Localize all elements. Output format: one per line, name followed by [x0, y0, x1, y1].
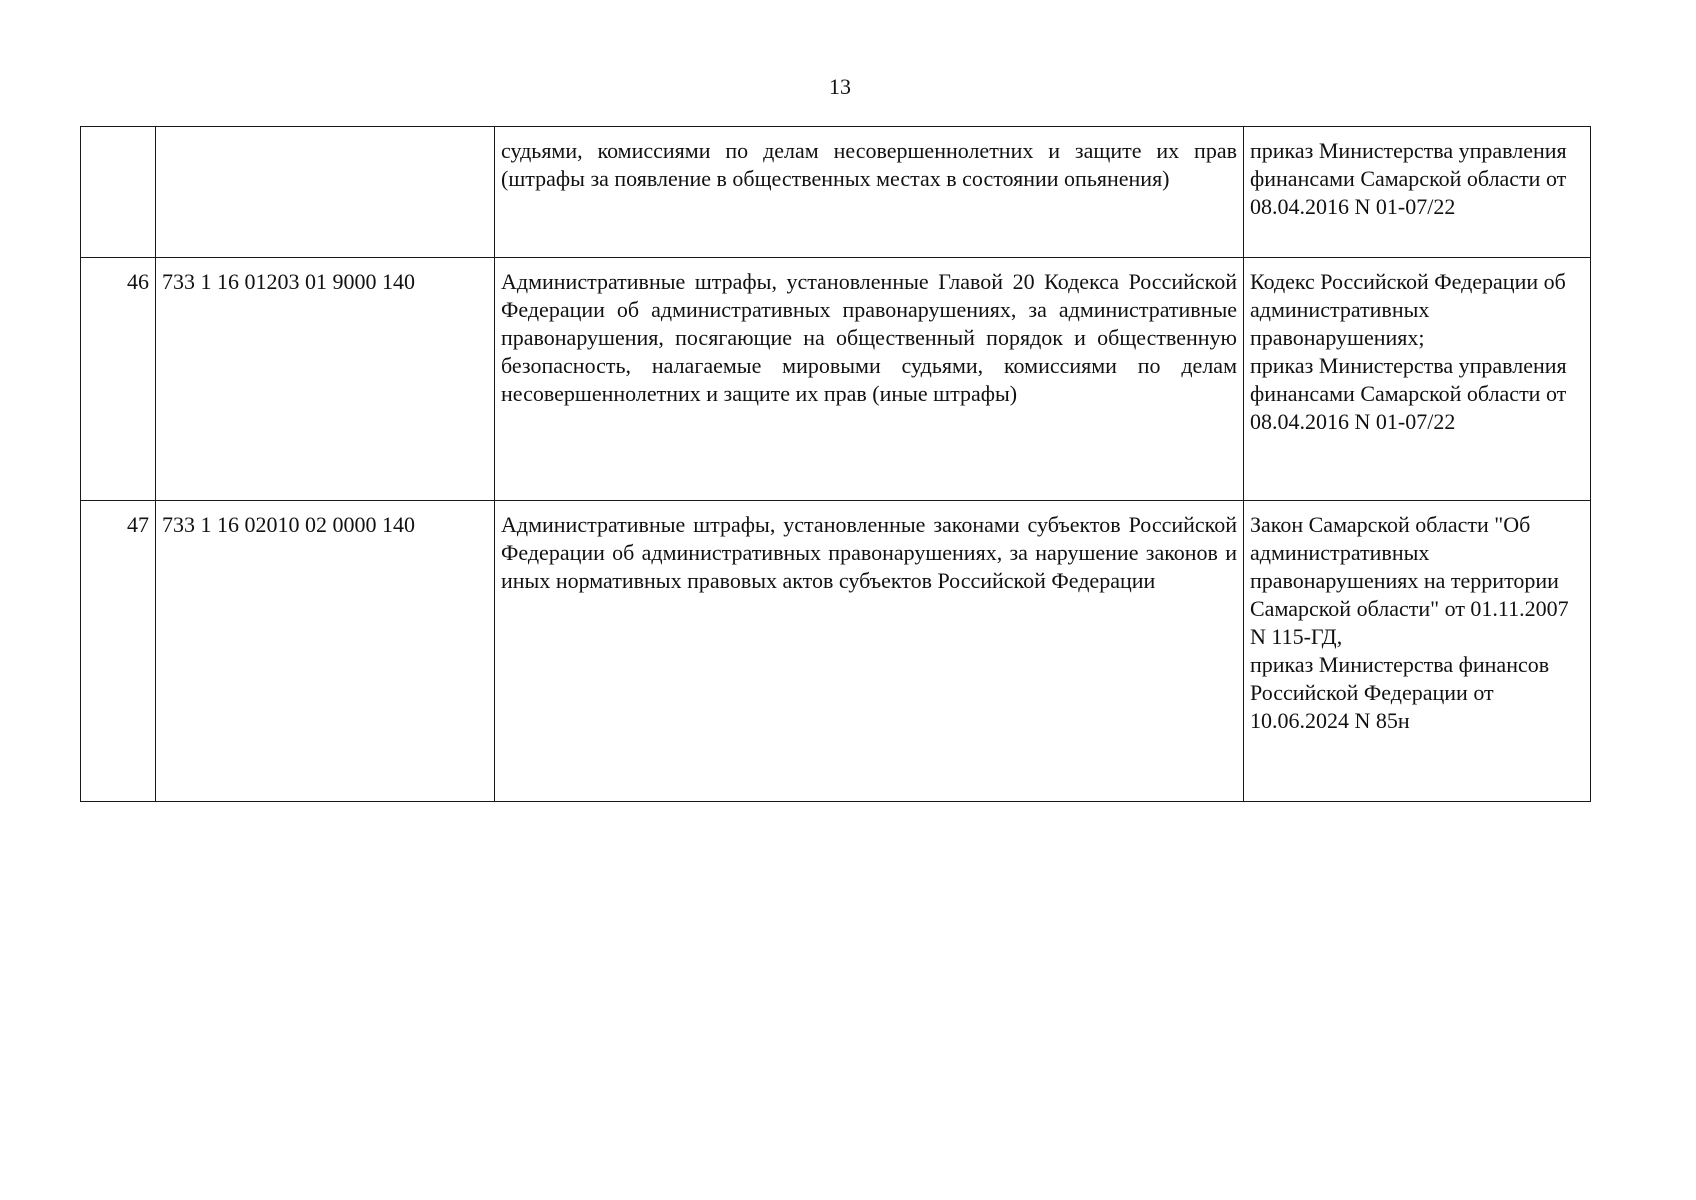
description-text: Административные штрафы, установленные законами субъектов Российской Федерации об административных правонарушениях, за нарушение законов и иных нормативных правовых актов субъектов Российской Федерации	[501, 512, 1237, 593]
description-cell	[495, 501, 1244, 802]
description-text: Административные штрафы, установленные Главой 20 Кодекса Российской Федерации об административных правонарушениях, за административные правонарушения, посягающие на общественный порядок и общественную безопасность, налагаемые мировыми судьями, комиссиями по делам несовершеннолетних и защите их прав (иные штрафы)	[501, 269, 1237, 406]
row-number-cell: 47	[81, 501, 156, 802]
legal-basis-cell	[1244, 258, 1591, 501]
legal-basis-cell	[1244, 501, 1591, 802]
budget-code-cell	[156, 127, 495, 258]
legal-basis-text: приказ Министерства управления финансами Самарской области от 08.04.2016 N 01-07/22	[1250, 138, 1567, 219]
description-text: судьями, комиссиями по делам несовершеннолетних и защите их прав (штрафы за появление в общественных местах в состоянии опьянения)	[501, 138, 1237, 191]
table-row	[81, 501, 1591, 802]
description-cell	[495, 258, 1244, 501]
table-row	[81, 258, 1591, 501]
legal-basis-cell	[1244, 127, 1591, 258]
revenue-codes-table	[80, 126, 1591, 802]
budget-code-cell: 733 1 16 02010 02 0000 140	[156, 501, 495, 802]
legal-basis-text: Закон Самарской области "Об административных правонарушениях на территории Самарской области" от 01.11.2007 N 115-ГД, приказ Министерства финансов Российской Федерации от 10.06.2024 N 85н	[1250, 512, 1569, 733]
row-number-cell: 46	[81, 258, 156, 501]
budget-code-cell: 733 1 16 01203 01 9000 140	[156, 258, 495, 501]
legal-basis-text: Кодекс Российской Федерации об административных правонарушениях; приказ Министерства управления финансами Самарской области от 08.04.2016 N 01-07/22	[1250, 269, 1567, 434]
description-cell	[495, 127, 1244, 258]
page-number: 13	[829, 74, 851, 99]
row-number-cell	[81, 127, 156, 258]
table-row	[81, 127, 1591, 258]
